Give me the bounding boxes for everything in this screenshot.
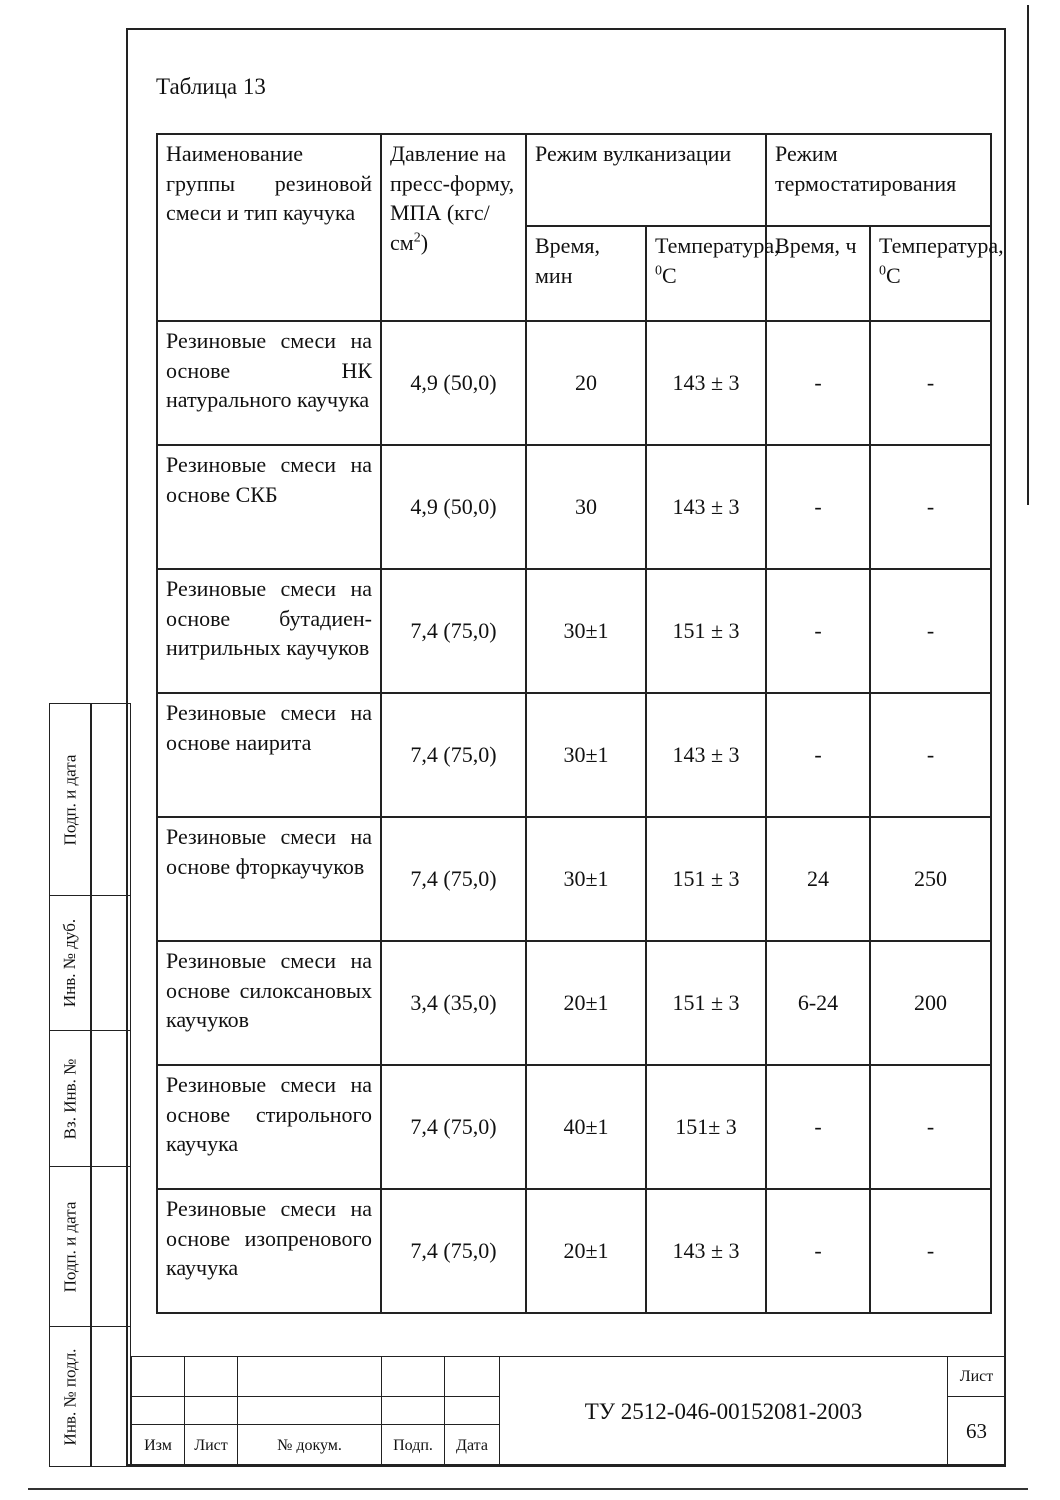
header-vulcanization: Режим вулканизации <box>526 134 766 226</box>
table-row <box>157 1189 991 1313</box>
cell-vulc-time: 40±1 <box>526 1065 646 1189</box>
cell-name: Резиновые смеси на основе фторкаучуков <box>157 817 381 941</box>
cell-vulc-temp: 143 ± 3 <box>646 321 766 445</box>
table-row <box>157 817 991 941</box>
bottom-margin-rule <box>28 1488 1028 1490</box>
cell-pressure: 7,4 (75,0) <box>381 1065 526 1189</box>
table-row <box>157 321 991 445</box>
vulcanization-table <box>156 133 1004 1314</box>
header-name: Наименование группы резиновой смеси и тип каучука <box>157 134 381 321</box>
header-vulc-temp: Температура, $^0$С <box>646 226 766 321</box>
cell-pressure: 4,9 (50,0) <box>381 321 526 445</box>
stamp-date-label: Дата <box>445 1425 500 1467</box>
cell-thermo-time: - <box>766 445 870 569</box>
stamp-sign-label: Подп. <box>382 1425 445 1467</box>
cell-vulc-time: 20±1 <box>526 1189 646 1313</box>
cell-thermo-time: - <box>766 569 870 693</box>
cell-vulc-temp: 151 ± 3 <box>646 817 766 941</box>
cell-name: Резиновые смеси на основе силоксановых каучуков <box>157 941 381 1065</box>
cell-vulc-time: 30±1 <box>526 569 646 693</box>
cell-vulc-time: 20 <box>526 321 646 445</box>
table-row <box>157 693 991 817</box>
table-row <box>157 445 991 569</box>
table-title: Таблица 13 <box>156 74 266 99</box>
document-code: ТУ 2512-046-00152081-2003 <box>500 1357 948 1467</box>
sidebar-label: Инв. № подл. <box>60 1348 79 1445</box>
cell-thermo-temp: 250 <box>870 817 991 941</box>
cell-thermo-temp: - <box>870 693 991 817</box>
header-thermo-temp: Температура, $^0$С <box>870 226 991 321</box>
header-pressure: Давление на пресс-форму, МПА $(кгс/см^2)$ <box>381 134 526 321</box>
cell-name: Резиновые смеси на основе изопренового каучука <box>157 1189 381 1313</box>
cell-thermo-temp: - <box>870 569 991 693</box>
cell-vulc-temp: 151 ± 3 <box>646 941 766 1065</box>
cell-vulc-temp: 151 ± 3 <box>646 569 766 693</box>
cell-pressure: 7,4 (75,0) <box>381 693 526 817</box>
header-vulc-time: Время, мин <box>526 226 646 321</box>
cell-vulc-temp: 143 ± 3 <box>646 1189 766 1313</box>
cell-pressure: 7,4 (75,0) <box>381 817 526 941</box>
cell-pressure: 7,4 (75,0) <box>381 569 526 693</box>
sidebar-cell-inv-original <box>49 1326 131 1467</box>
cell-vulc-temp: 143 ± 3 <box>646 445 766 569</box>
cell-thermo-time: 6-24 <box>766 941 870 1065</box>
cell-vulc-temp: 143 ± 3 <box>646 693 766 817</box>
title-block <box>131 1356 1006 1467</box>
cell-thermo-temp: 200 <box>870 941 991 1065</box>
cell-pressure: 4,9 (50,0) <box>381 445 526 569</box>
cell-thermo-temp: - <box>870 445 991 569</box>
cell-pressure: 3,4 (35,0) <box>381 941 526 1065</box>
stamp-list-label: Лист <box>185 1425 238 1467</box>
cell-thermo-time: - <box>766 693 870 817</box>
cell-vulc-time: 20±1 <box>526 941 646 1065</box>
header-thermo-time: Время, ч <box>766 226 870 321</box>
right-margin-rule <box>1027 5 1029 505</box>
stamp-docno-label: № докум. <box>238 1425 382 1467</box>
sheet-label: Лист <box>948 1357 1006 1397</box>
table-row <box>157 1065 991 1189</box>
cell-name: Резиновые смеси на основе НК натурального каучука <box>157 321 381 445</box>
sheet-number: 63 <box>948 1397 1006 1467</box>
cell-vulc-time: 30±1 <box>526 817 646 941</box>
cell-thermo-time: - <box>766 321 870 445</box>
cell-vulc-time: 30±1 <box>526 693 646 817</box>
header-thermostat: Режим термостатирования <box>766 134 991 226</box>
cell-thermo-temp: - <box>870 321 991 445</box>
sidebar-label: Инв. № дуб. <box>60 918 80 1008</box>
cell-pressure: 7,4 (75,0) <box>381 1189 526 1313</box>
sidebar-cell-sign-date <box>49 703 131 896</box>
cell-name: Резиновые смеси на основе наирита <box>157 693 381 817</box>
cell-thermo-temp: - <box>870 1065 991 1189</box>
sidebar-cell-inv-dup <box>49 895 131 1031</box>
stamp-izm-label: Изм <box>132 1425 185 1467</box>
cell-name: Резиновые смеси на основе бутадиен- нитрильных каучуков <box>157 569 381 693</box>
cell-thermo-time: - <box>766 1065 870 1189</box>
cell-thermo-temp: - <box>870 1189 991 1313</box>
sidebar-label: Подп. и дата <box>60 1201 80 1292</box>
cell-thermo-time: - <box>766 1189 870 1313</box>
sidebar-cell-replace-inv <box>49 1030 131 1167</box>
sidebar-label: Подп. и дата <box>60 754 80 845</box>
cell-vulc-time: 30 <box>526 445 646 569</box>
cell-thermo-time: 24 <box>766 817 870 941</box>
header-row <box>157 134 991 226</box>
cell-name: Резиновые смеси на основе стирольного каучука <box>157 1065 381 1189</box>
table-row <box>157 941 991 1065</box>
sidebar-label: Вз. Инв. № <box>60 1058 79 1139</box>
cell-name: Резиновые смеси на основе СКБ <box>157 445 381 569</box>
table-row <box>157 569 991 693</box>
sidebar-cell-sign-date-2 <box>49 1166 131 1327</box>
cell-vulc-temp: 151± 3 <box>646 1065 766 1189</box>
